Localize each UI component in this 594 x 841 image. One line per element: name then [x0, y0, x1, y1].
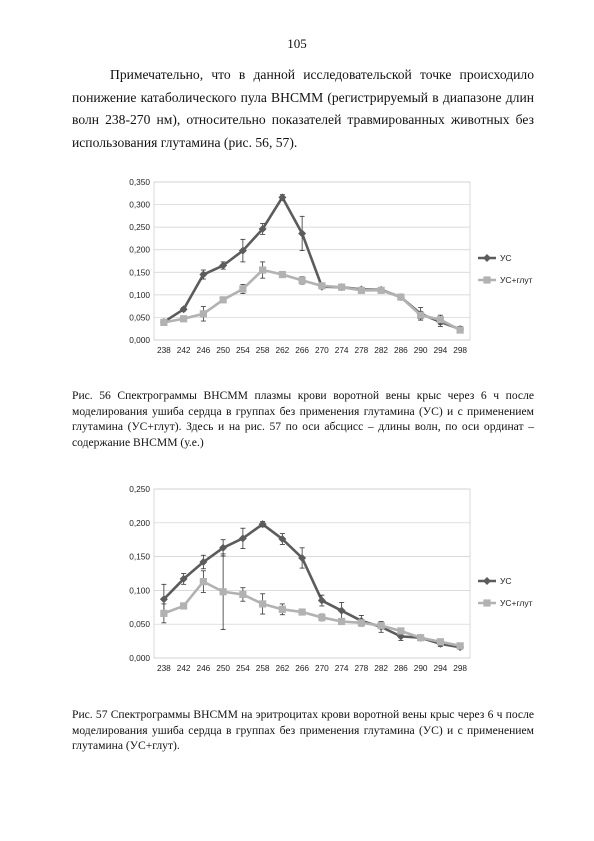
data-point-1 — [239, 247, 247, 255]
data-point-2 — [437, 316, 444, 323]
x-tick-label: 258 — [255, 663, 270, 673]
y-tick-label: 0,100 — [129, 289, 150, 300]
x-tick-label: 258 — [255, 345, 270, 355]
data-point-2 — [180, 315, 187, 322]
data-point-2 — [318, 614, 325, 621]
legend-marker — [483, 254, 491, 262]
data-point-1 — [219, 262, 227, 270]
data-point-1 — [377, 286, 385, 294]
data-point-1 — [199, 271, 207, 279]
x-tick-label: 238 — [156, 345, 171, 355]
plot-area — [154, 182, 470, 340]
data-point-1 — [199, 558, 207, 566]
x-tick-label: 298 — [453, 345, 468, 355]
x-tick-label: 246 — [196, 345, 211, 355]
chart-2-group — [129, 484, 532, 673]
data-point-2 — [378, 622, 385, 629]
data-point-1 — [456, 643, 464, 651]
data-point-1 — [397, 293, 405, 301]
data-point-1 — [436, 318, 444, 326]
data-point-2 — [220, 296, 227, 303]
data-point-1 — [259, 520, 267, 528]
x-tick-label: 266 — [295, 663, 310, 673]
data-point-2 — [239, 285, 246, 292]
legend-marker — [483, 276, 490, 283]
plot-area — [154, 489, 470, 658]
data-point-1 — [377, 623, 385, 631]
legend-label: УС — [500, 253, 512, 263]
data-point-1 — [417, 634, 425, 642]
x-tick-label: 270 — [314, 345, 329, 355]
x-tick-label: 290 — [413, 345, 428, 355]
x-tick-label: 286 — [393, 663, 408, 673]
data-point-2 — [338, 618, 345, 625]
x-tick-label: 286 — [393, 345, 408, 355]
x-tick-label: 250 — [216, 663, 231, 673]
data-point-1 — [456, 325, 464, 333]
data-point-1 — [239, 534, 247, 542]
series-line-2 — [164, 270, 460, 330]
data-point-2 — [220, 588, 227, 595]
page-number: 105 — [287, 36, 307, 51]
chart-1-group — [129, 177, 532, 355]
data-point-1 — [259, 225, 267, 233]
y-tick-label: 0,000 — [129, 653, 150, 663]
x-tick-label: 294 — [433, 663, 448, 673]
y-tick-label: 0,200 — [129, 244, 150, 255]
data-point-2 — [318, 282, 325, 289]
x-tick-label: 238 — [156, 663, 171, 673]
x-tick-label: 298 — [453, 663, 468, 673]
legend-marker — [483, 599, 490, 606]
y-tick-label: 0,100 — [129, 585, 150, 596]
x-tick-label: 254 — [235, 663, 250, 673]
y-tick-label: 0,150 — [129, 267, 150, 278]
data-point-2 — [457, 326, 464, 333]
data-point-1 — [338, 283, 346, 291]
y-tick-label: 0,050 — [129, 312, 150, 323]
x-tick-label: 278 — [354, 345, 369, 355]
data-point-2 — [397, 294, 404, 301]
data-point-2 — [457, 642, 464, 649]
data-point-2 — [160, 319, 167, 326]
x-tick-label: 262 — [275, 663, 290, 673]
legend-marker — [483, 577, 491, 585]
x-tick-label: 250 — [216, 345, 231, 355]
intro-paragraph: Примечательно, что в данной исследовательской точке происходило понижение катаболического пула ВНСММ (регистрируемый в диапазоне длин волн 238-270 нм), относительно показателей травмированных животных без использования глутамина (рис. 56, 57). — [72, 67, 534, 150]
x-tick-label: 254 — [235, 345, 250, 355]
data-point-2 — [358, 287, 365, 294]
data-point-2 — [397, 627, 404, 634]
data-point-2 — [417, 634, 424, 641]
figure-56-caption: Рис. 56 Спектрограммы ВНСММ плазмы крови воротной вены крыс через 6 ч после моделирования ушиба сердца в группах без применения глутамина (УС) и с применением глутамина (УС+глут). Здесь и на рис. 57 по оси абсцисс – длины волн, по оси ординат – содержание ВНСММ (у.е.) — [72, 389, 534, 449]
series-line-1 — [164, 197, 460, 329]
data-point-2 — [299, 277, 306, 284]
y-tick-label: 0,200 — [129, 517, 150, 528]
data-point-1 — [318, 597, 326, 605]
x-tick-label: 294 — [433, 345, 448, 355]
x-tick-label: 278 — [354, 663, 369, 673]
series-line-1 — [164, 524, 460, 647]
x-tick-label: 246 — [196, 663, 211, 673]
data-point-1 — [278, 193, 286, 201]
legend-label: УС+глут — [500, 598, 533, 608]
data-point-1 — [219, 544, 227, 552]
data-point-2 — [239, 591, 246, 598]
data-point-2 — [279, 606, 286, 613]
series-line-2 — [164, 582, 460, 646]
data-point-1 — [180, 305, 188, 313]
x-tick-label: 274 — [334, 345, 349, 355]
data-point-2 — [200, 578, 207, 585]
data-point-2 — [299, 608, 306, 615]
y-tick-label: 0,000 — [129, 335, 150, 345]
data-point-1 — [417, 310, 425, 318]
data-point-2 — [200, 310, 207, 317]
y-tick-label: 0,050 — [129, 619, 150, 630]
legend-label: УС — [500, 576, 512, 586]
data-point-1 — [298, 229, 306, 237]
data-point-1 — [160, 595, 168, 603]
data-point-1 — [180, 575, 188, 583]
figure-57-caption: Рис. 57 Спектрограммы ВНСММ на эритроцитах крови воротной вены крыс через 6 ч после моделирования ушиба сердца в группах без применения глутамина (УС) и с применением глутамина (УС+глут). — [72, 708, 534, 753]
y-tick-label: 0,350 — [129, 177, 150, 187]
data-point-2 — [437, 638, 444, 645]
data-point-1 — [338, 607, 346, 615]
data-point-1 — [397, 632, 405, 640]
x-tick-label: 266 — [295, 345, 310, 355]
data-point-2 — [279, 271, 286, 278]
data-point-2 — [180, 602, 187, 609]
data-point-2 — [417, 312, 424, 319]
y-tick-label: 0,150 — [129, 551, 150, 562]
data-point-2 — [358, 619, 365, 626]
data-point-2 — [338, 284, 345, 291]
x-tick-label: 242 — [176, 345, 191, 355]
y-tick-label: 0,300 — [129, 199, 150, 210]
y-tick-label: 0,250 — [129, 484, 150, 494]
y-tick-label: 0,250 — [129, 222, 150, 233]
data-point-2 — [160, 610, 167, 617]
legend-label: УС+глут — [500, 275, 533, 285]
data-point-1 — [436, 640, 444, 648]
data-point-1 — [318, 283, 326, 291]
data-point-1 — [357, 617, 365, 625]
x-tick-label: 282 — [374, 345, 389, 355]
x-tick-label: 262 — [275, 345, 290, 355]
data-point-1 — [160, 318, 168, 326]
x-tick-label: 282 — [374, 663, 389, 673]
data-point-1 — [357, 285, 365, 293]
data-point-1 — [278, 535, 286, 543]
x-tick-label: 290 — [413, 663, 428, 673]
x-tick-label: 242 — [176, 663, 191, 673]
data-point-1 — [298, 554, 306, 562]
data-point-2 — [378, 287, 385, 294]
x-tick-label: 270 — [314, 663, 329, 673]
x-tick-label: 274 — [334, 663, 349, 673]
data-point-2 — [259, 266, 266, 273]
data-point-2 — [259, 600, 266, 607]
